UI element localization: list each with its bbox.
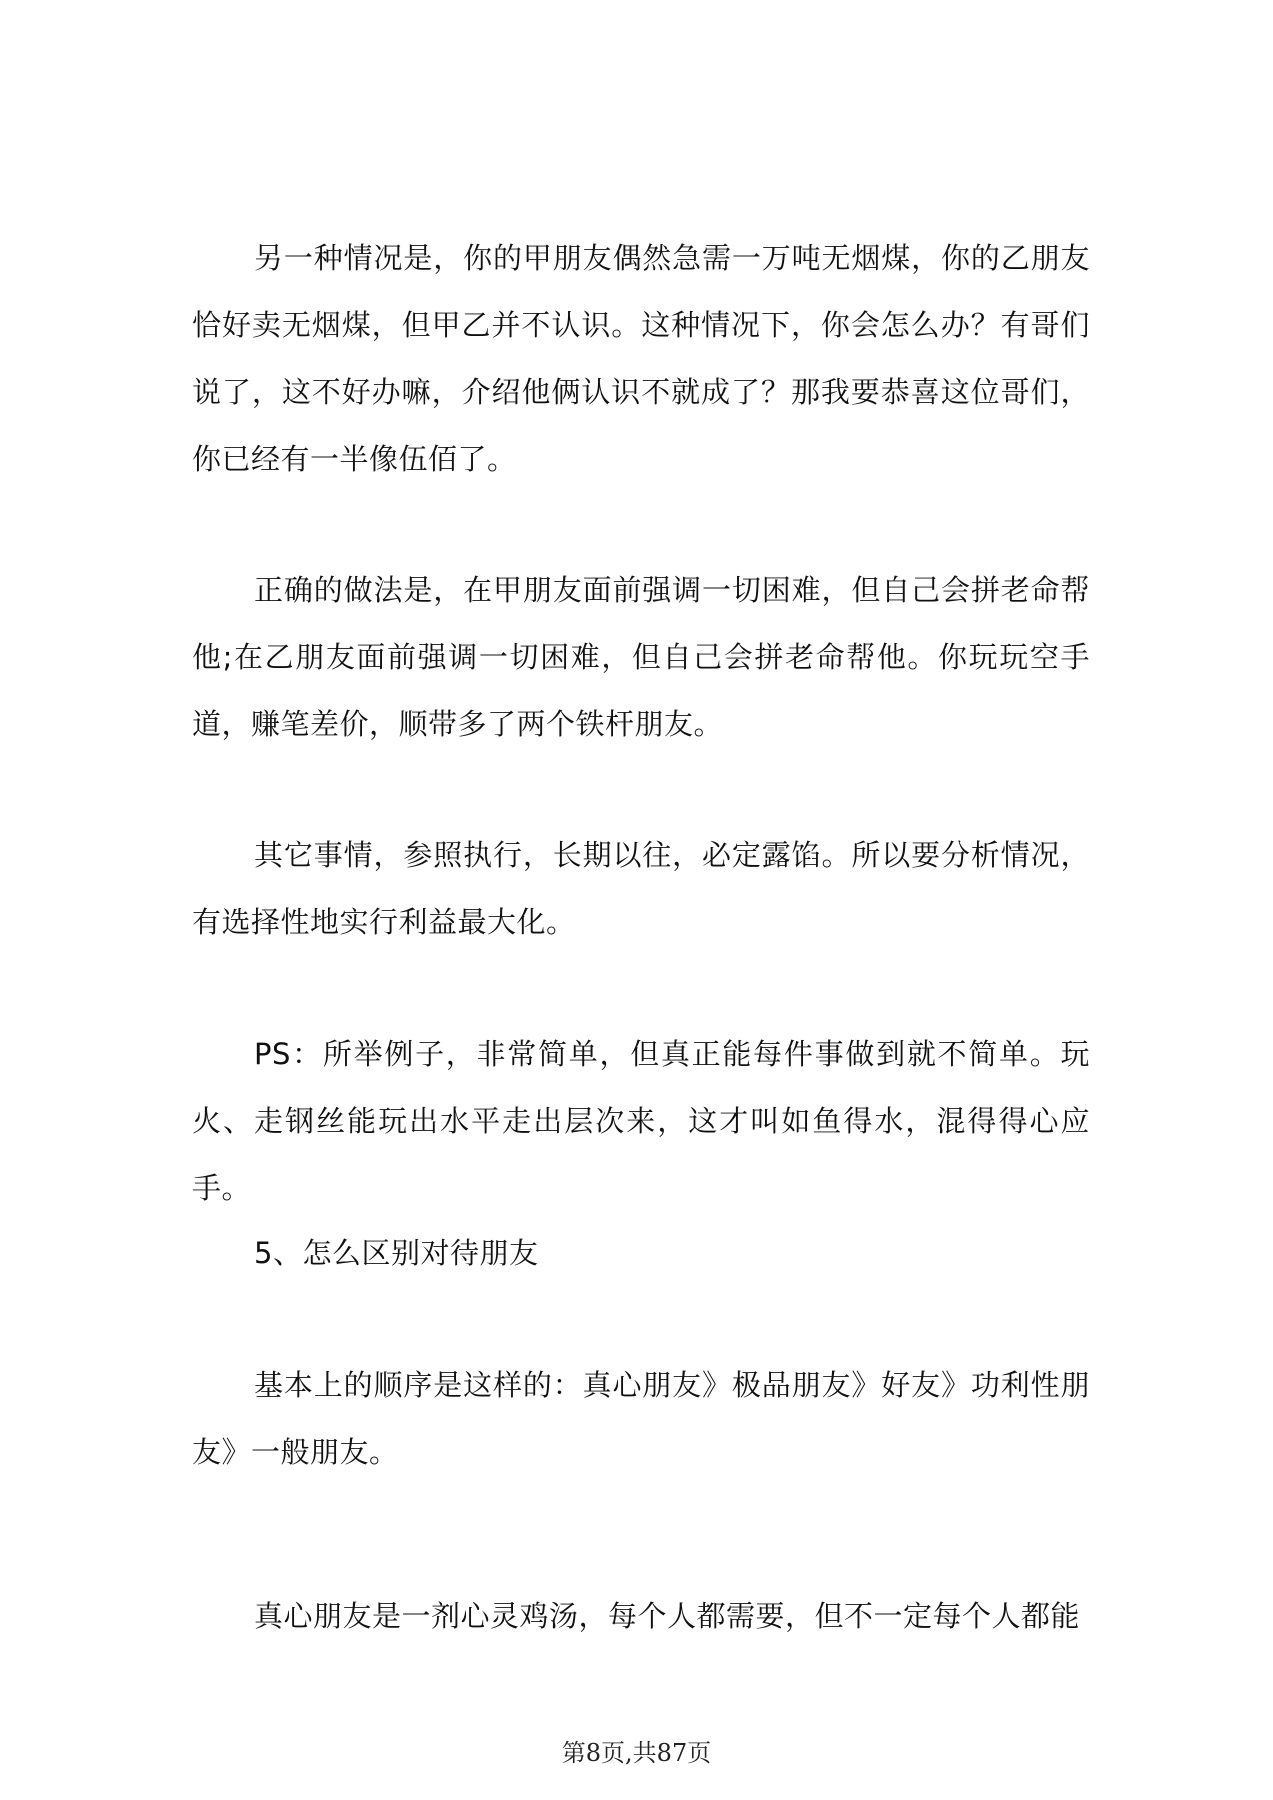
paragraph-exchange-scenario: 另一种情况是，你的甲朋友偶然急需一万吨无烟煤，你的乙朋友恰好卖无烟煤，但甲乙并不认识。这种情况下，你会怎么办？有哥们说了，这不好办嘛，介绍他俩认识不就成了？那我要恭喜这位哥们，你已经有一半像伍佰了。 — [192, 241, 1090, 476]
section-heading: 5、怎么区别对待朋友 — [254, 1236, 539, 1270]
page-number-footer: 第8页,共87页 — [561, 1739, 712, 1767]
paragraph-other-matters: 其它事情，参照执行，长期以往，必定露馅。所以要分析情况，有选择性地实行利益最大化。 — [192, 838, 1090, 939]
paragraph-ps-note: PS：所举例子，非常简单，但真正能每件事做到就不简单。玩火、走钢丝能玩出水平走出层次来，这才叫如鱼得水，混得得心应手。 — [192, 1037, 1090, 1205]
paragraph-friend-order: 基本上的顺序是这样的：真心朋友》极品朋友》好友》功利性朋友》一般朋友。 — [192, 1368, 1090, 1469]
paragraph-correct-approach: 正确的做法是，在甲朋友面前强调一切困难，但自己会拼老命帮他;在乙朋友面前强调一切困难，但自己会拼老命帮他。你玩玩空手道，赚笔差价，顺带多了两个铁杆朋友。 — [192, 573, 1090, 741]
paragraph-true-friends: 真心朋友是一剂心灵鸡汤，每个人都需要，但不一定每个人都能 — [254, 1599, 1081, 1633]
